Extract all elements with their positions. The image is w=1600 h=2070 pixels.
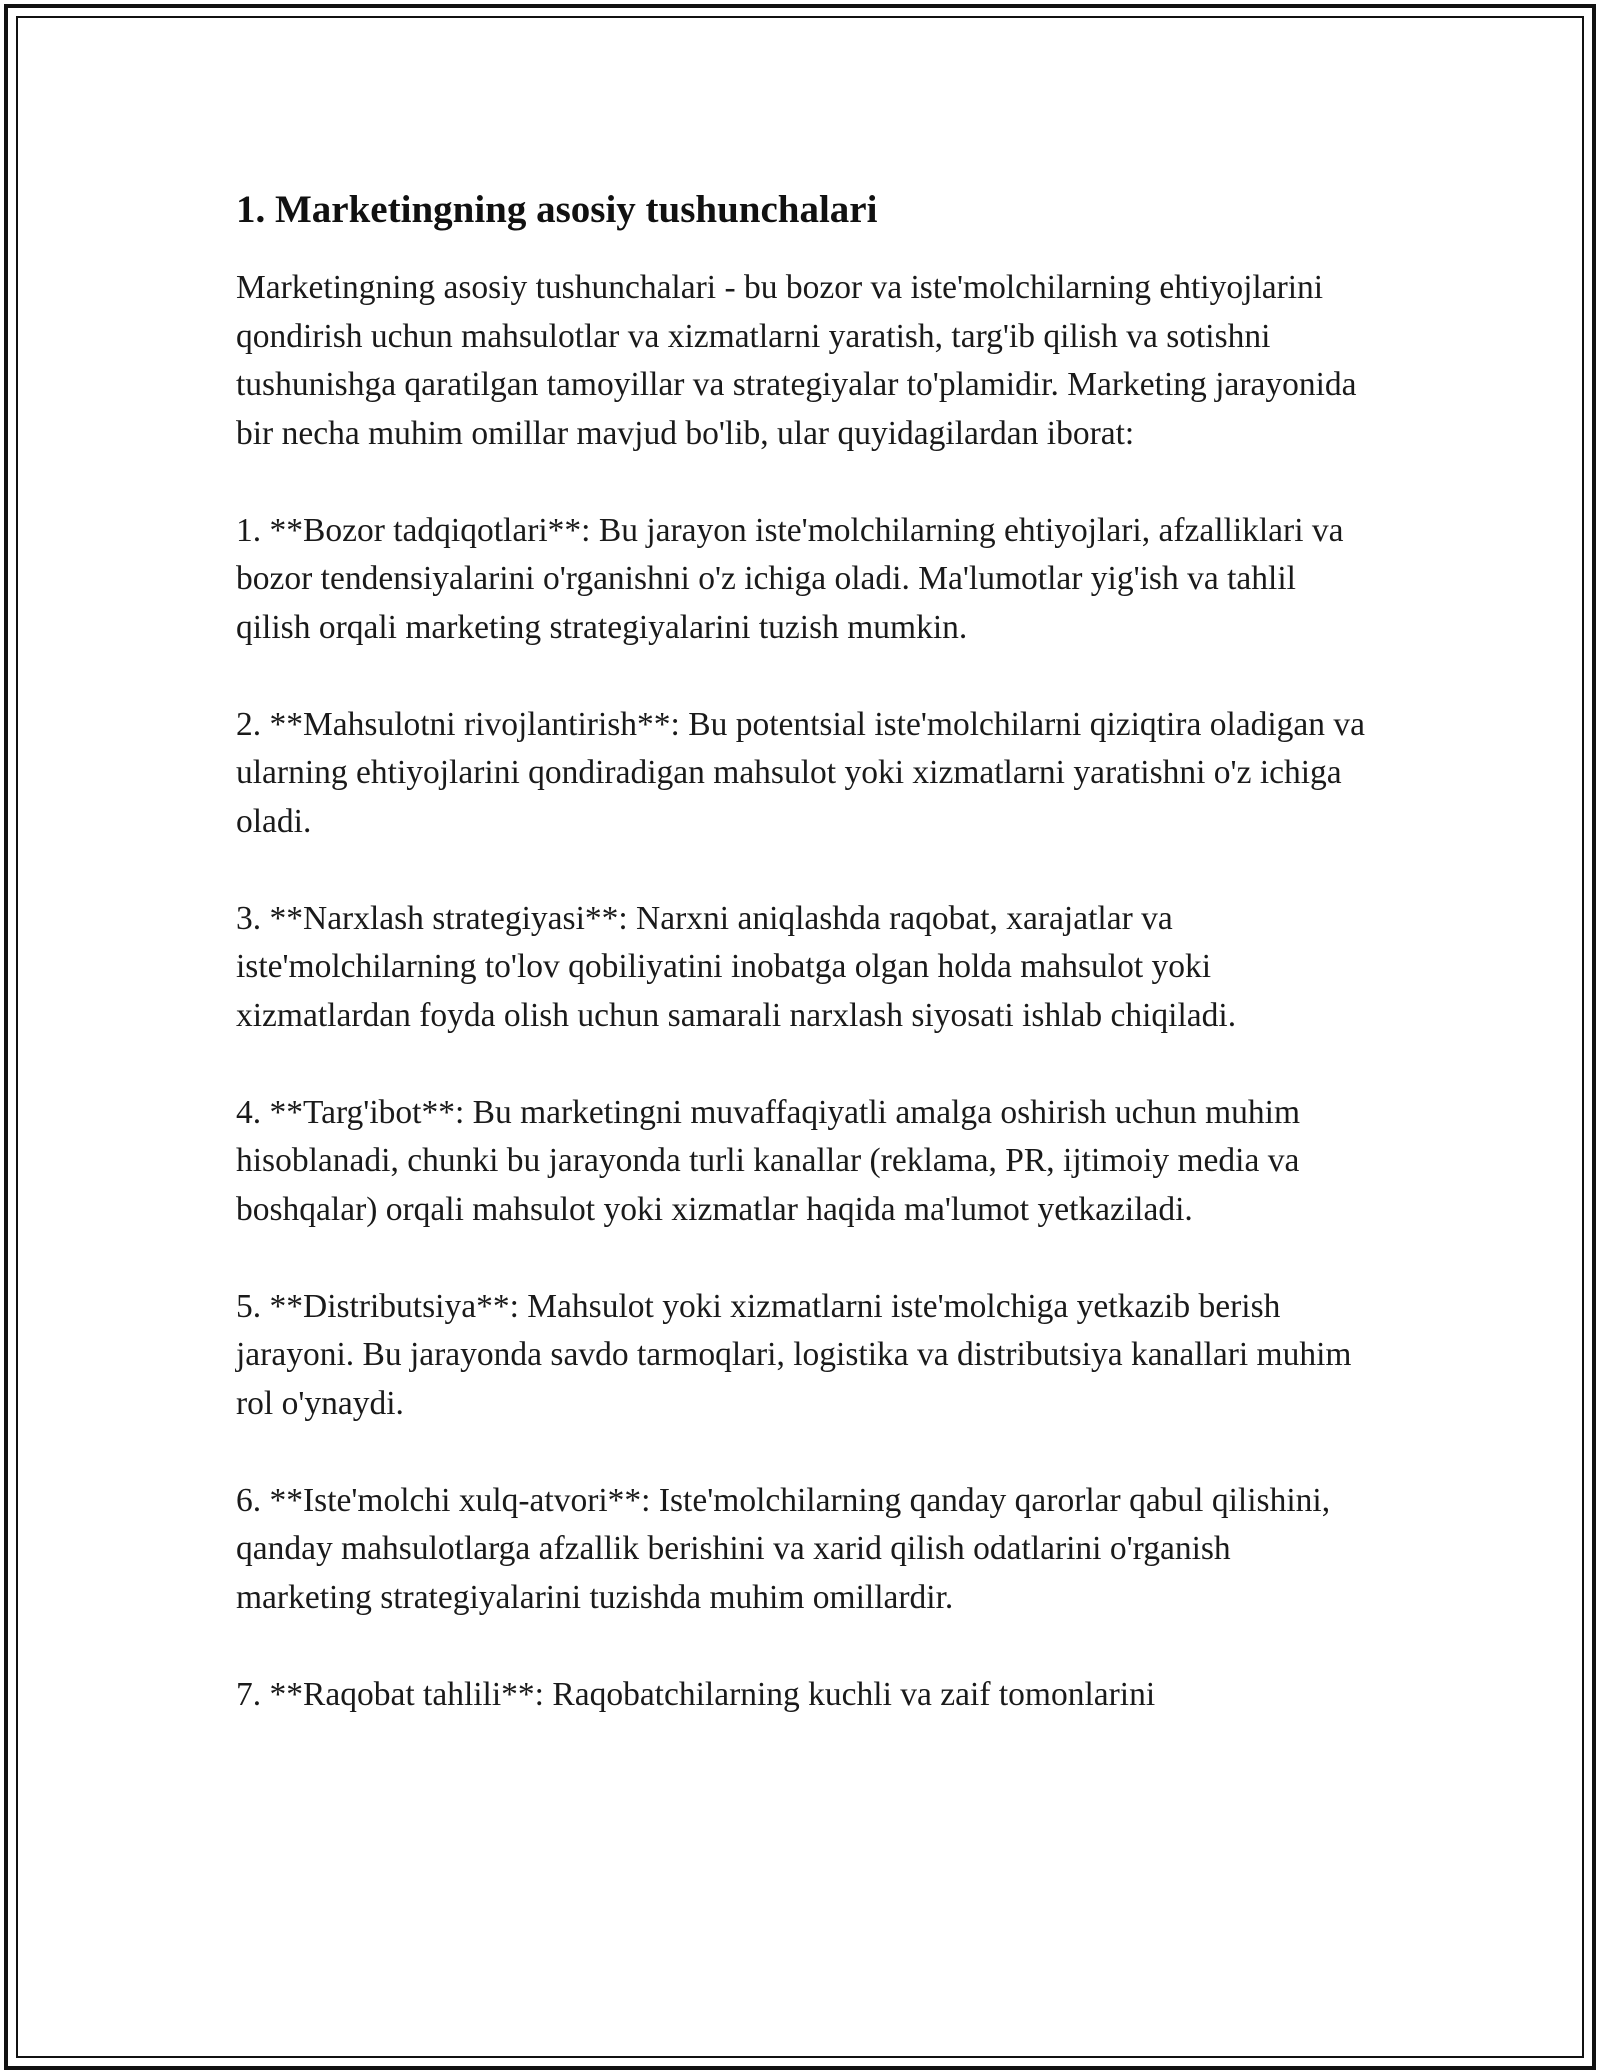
intro-paragraph: Marketingning asosiy tushunchalari - bu bozor va iste'molchilarning ehtiyojlarini qondirish uchun mahsulotlar va xizmatlarni yaratish, targ'ib qilish va sotishni tushunishga qaratilgan tamoyillar va strategiyalar to'plamidir. Marketing jarayonida bir necha muhim omillar mavjud bo'lib, ular quyidagilardan iborat: bbox=[236, 269, 1357, 452]
section-heading: 1. Marketingning asosiy tushunchalari bbox=[236, 188, 878, 231]
list-item-bozor-tadqiqotlari: 1. **Bozor tadqiqotlari**: Bu jarayon iste'molchilarning ehtiyojlari, afzalliklari va bozor tendensiyalarini o'rganishni o'z ichiga oladi. Ma'lumotlar yig'ish va tahlil qilish orqali marketing strategiyalarini tuzish mumkin. bbox=[236, 511, 1344, 646]
list-item-raqobat-tahlili: 7. **Raqobat tahlili**: Raqobatchilarning kuchli va zaif tomonlarini bbox=[236, 1675, 1156, 1713]
list-item-targibot: 4. **Targ'ibot**: Bu marketingni muvaffaqiyatli amalga oshirish uchun muhim hisoblanadi, chunki bu jarayonda turli kanallar (reklama, PR, ijtimoiy media va boshqalar) orqali mahsulot yoki xizmatlar haqida ma'lumot yetkaziladi. bbox=[236, 1093, 1301, 1228]
list-item-mahsulotni-rivojlantirish: 2. **Mahsulotni rivojlantirish**: Bu potentsial iste'molchilarni qiziqtira oladigan va ularning ehtiyojlarini qondiradigan mahsulot yoki xizmatlarni yaratishni o'z ichiga oladi. bbox=[236, 705, 1366, 840]
list-item-distributsiya: 5. **Distributsiya**: Mahsulot yoki xizmatlarni iste'molchiga yetkazib berish jarayoni. Bu jarayonda savdo tarmoqlari, logistika va distributsiya kanallari muhim rol o'ynaydi. bbox=[236, 1287, 1352, 1422]
document-body bbox=[236, 184, 1366, 1719]
list-item-istemolchi-xulq-atvori: 6. **Iste'molchi xulq-atvori**: Iste'molchilarning qanday qarorlar qabul qilishini, qanday mahsulotlarga afzallik berishini va xarid qilish odatlarini o'rganish marketing strategiyalarini tuzishda muhim omillardir. bbox=[236, 1481, 1331, 1616]
list-item-narxlash-strategiyasi: 3. **Narxlash strategiyasi**: Narxni aniqlashda raqobat, xarajatlar va iste'molchilarning to'lov qobiliyatini inobatga olgan holda mahsulot yoki xizmatlardan foyda olish uchun samarali narxlash siyosati ishlab chiqiladi. bbox=[236, 899, 1237, 1034]
